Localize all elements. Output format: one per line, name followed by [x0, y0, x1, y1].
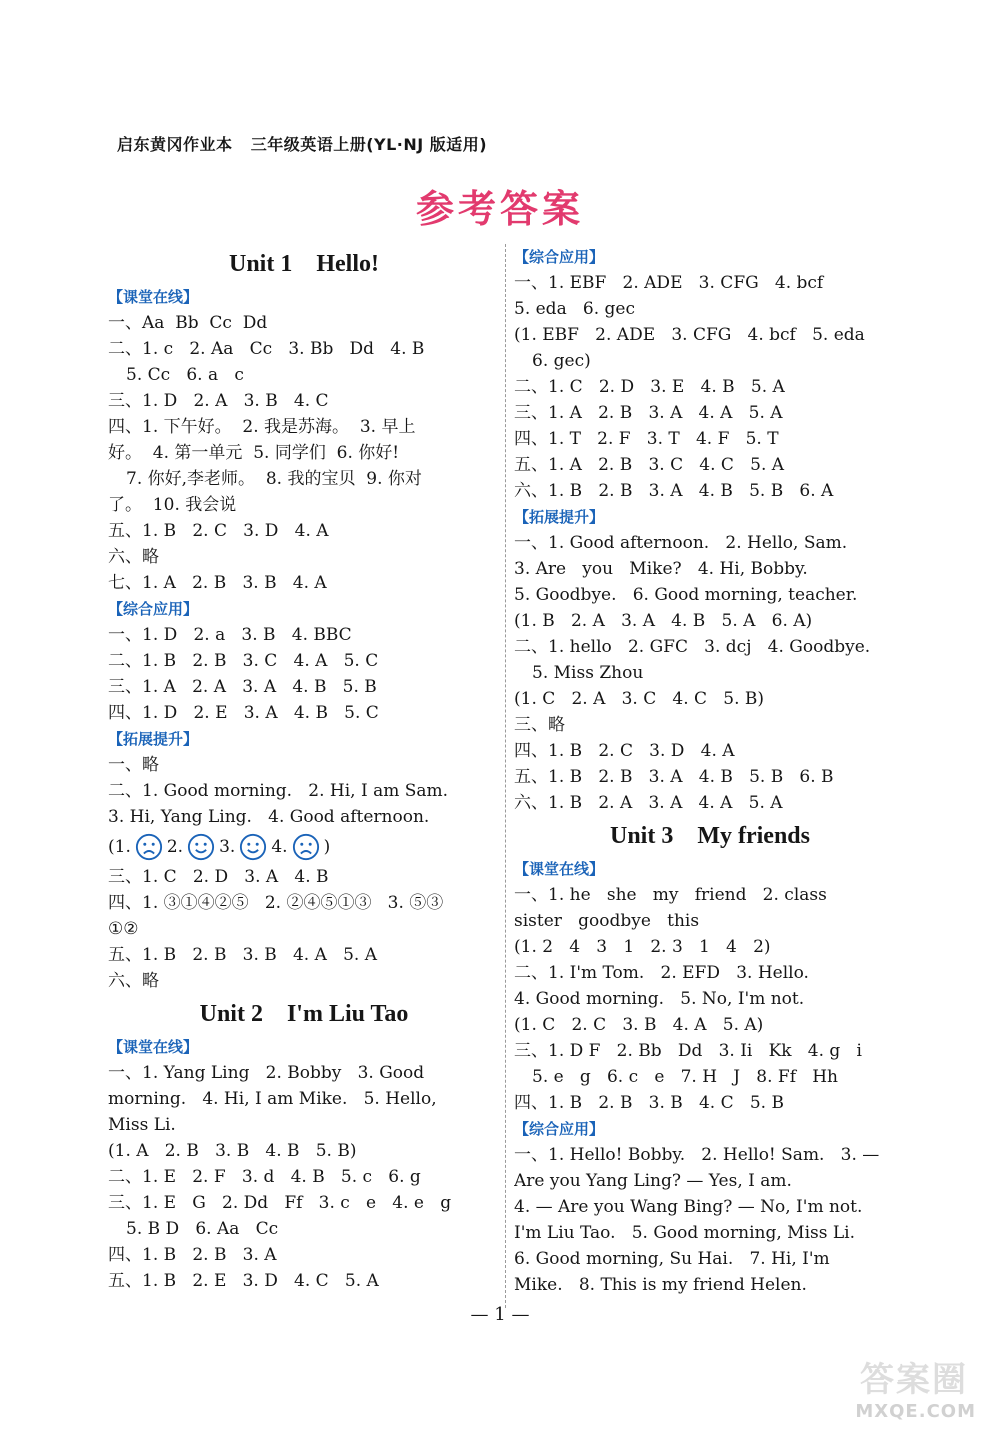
answer-line: 二、1. B 2. B 3. C 4. A 5. C: [108, 651, 379, 671]
book-header: 启东黄冈作业本 三年级英语上册(YL·NJ 版适用): [117, 135, 488, 154]
answer-line: 一、1. Good afternoon. 2. Hello, Sam.: [514, 533, 848, 553]
answer-line: 一、1. he she my friend 2. class: [514, 885, 827, 905]
page-number: — 1 —: [470, 1304, 530, 1325]
answer-line: 一、1. D 2. a 3. B 4. BBC: [108, 625, 352, 645]
answer-line: 5. Cc 6. a c: [126, 365, 244, 385]
answer-line: (1. B 2. A 3. A 4. B 5. A 6. A): [514, 611, 813, 631]
answer-line: 六、1. B 2. B 3. A 4. B 5. B 6. A: [514, 481, 834, 501]
answer-line: morning. 4. Hi, I am Mike. 5. Hello,: [108, 1089, 437, 1109]
answer-line: 七、1. A 2. B 3. B 4. A: [108, 573, 327, 593]
answer-line: 5. e g 6. c e 7. H J 8. Ff Hh: [532, 1067, 838, 1087]
answer-line: 7. 你好,李老师。 8. 我的宝贝 9. 你对: [126, 469, 422, 489]
section-label: 【课堂在线】: [514, 860, 605, 878]
answer-line: 6. gec): [532, 351, 591, 371]
left-column: [108, 244, 500, 1294]
answer-line: (1. EBF 2. ADE 3. CFG 4. bcf 5. eda: [514, 325, 865, 345]
right-column: [514, 244, 906, 1298]
answer-line: 5. eda 6. gec: [514, 299, 636, 319]
answer-line: (1. C 2. A 3. C 4. C 5. B): [514, 689, 765, 709]
watermark-site: MXQE.COM: [855, 1401, 976, 1422]
answer-line: I'm Liu Tao. 5. Good morning, Miss Li.: [514, 1223, 855, 1243]
answer-line: 三、1. A 2. A 3. A 4. B 5. B: [108, 677, 377, 697]
face-label: ): [323, 837, 331, 857]
sad-face-icon: [135, 833, 163, 861]
answer-line: 六、1. B 2. A 3. A 4. A 5. A: [514, 793, 783, 813]
answer-line: 四、1. 下午好。 2. 我是苏海。 3. 早上: [108, 417, 416, 437]
answer-line: 一、1. Yang Ling 2. Bobby 3. Good: [108, 1063, 425, 1083]
answer-line: 二、1. I'm Tom. 2. EFD 3. Hello.: [514, 963, 809, 983]
answer-line: 三、略: [514, 715, 565, 735]
answer-line: 五、1. A 2. B 3. C 4. C 5. A: [514, 455, 785, 475]
answer-line: (1. A 2. B 3. B 4. B 5. B): [108, 1141, 357, 1161]
unit-1-title: Unit 1 Hello!: [229, 251, 379, 277]
answer-line: Mike. 8. This is my friend Helen.: [514, 1275, 807, 1295]
happy-face-icon: [187, 833, 215, 861]
answer-line: 三、1. C 2. D 3. A 4. B: [108, 867, 329, 887]
answer-line: 二、1. C 2. D 3. E 4. B 5. A: [514, 377, 785, 397]
answer-line: 一、1. EBF 2. ADE 3. CFG 4. bcf: [514, 273, 824, 293]
section-label: 【拓展提升】: [514, 508, 605, 526]
answer-line: 四、1. B 2. B 3. B 4. C 5. B: [514, 1093, 784, 1113]
answer-line: 五、1. B 2. E 3. D 4. C 5. A: [108, 1271, 379, 1291]
face-label: 2.: [166, 837, 184, 857]
unit-2-title: Unit 2 I'm Liu Tao: [199, 1001, 409, 1027]
watermark-mark: 答案圈: [860, 1360, 968, 1400]
answer-line: 4. — Are you Wang Bing? — No, I'm not.: [514, 1197, 863, 1217]
page-title: 参考答案: [415, 187, 584, 231]
answer-line: (1. 2 4 3 1 2. 3 1 4 2): [514, 937, 771, 957]
section-label: 【拓展提升】: [108, 730, 199, 748]
answer-line: 四、1. B 2. C 3. D 4. A: [514, 741, 735, 761]
answer-line: 3. Hi, Yang Ling. 4. Good afternoon.: [108, 807, 430, 827]
answer-line: 5. B D 6. Aa Cc: [126, 1219, 279, 1239]
answer-line: 五、1. B 2. B 3. B 4. A 5. A: [108, 945, 377, 965]
answer-line: Miss Li.: [108, 1115, 176, 1135]
answer-line: 5. Miss Zhou: [532, 663, 644, 683]
answer-line: 三、1. A 2. B 3. A 4. A 5. A: [514, 403, 783, 423]
answer-line: 5. Goodbye. 6. Good morning, teacher.: [514, 585, 858, 605]
face-label: (1.: [108, 837, 131, 857]
watermark-logo: [806, 1350, 976, 1422]
answer-line: 一、略: [108, 755, 159, 775]
answer-line: Are you Yang Ling? — Yes, I am.: [514, 1171, 792, 1191]
face-label: 3.: [219, 837, 236, 857]
answer-line: sister goodbye this: [514, 911, 700, 931]
answer-line: 六、略: [108, 971, 159, 991]
answer-line: 三、1. D 2. A 3. B 4. C: [108, 391, 329, 411]
face-label: 4.: [271, 837, 288, 857]
answer-line: 四、1. ③①④②⑤ 2. ②④⑤①③ 3. ⑤③: [108, 893, 444, 913]
answer-line: 四、1. B 2. B 3. A: [108, 1245, 277, 1265]
answer-line: (1. C 2. C 3. B 4. A 5. A): [514, 1015, 764, 1035]
answer-line: 二、1. Good morning. 2. Hi, I am Sam.: [108, 781, 449, 801]
section-label: 【课堂在线】: [108, 288, 199, 306]
answer-line: 4. Good morning. 5. No, I'm not.: [514, 989, 805, 1009]
answer-line: 三、1. E G 2. Dd Ff 3. c e 4. e g: [108, 1193, 452, 1213]
answer-line: 四、1. D 2. E 3. A 4. B 5. C: [108, 703, 379, 723]
answer-line: 一、1. Hello! Bobby. 2. Hello! Sam. 3. —: [514, 1145, 880, 1165]
answer-line: 四、1. T 2. F 3. T 4. F 5. T: [514, 429, 779, 449]
section-label: 【课堂在线】: [108, 1038, 199, 1056]
answer-line: 五、1. B 2. C 3. D 4. A: [108, 521, 329, 541]
answer-line: ①②: [108, 919, 139, 939]
answer-line: 了。 10. 我会说: [108, 495, 237, 515]
answer-line: 二、1. E 2. F 3. d 4. B 5. c 6. g: [108, 1167, 421, 1187]
unit-3-title: Unit 3 My friends: [610, 823, 810, 849]
section-label: 【综合应用】: [514, 1120, 605, 1138]
section-label: 【综合应用】: [108, 600, 199, 618]
answer-line: 6. Good morning, Su Hai. 7. Hi, I'm: [514, 1249, 830, 1269]
sad-face-icon: [292, 833, 320, 861]
happy-face-icon: [239, 833, 267, 861]
face-answers: [108, 830, 500, 864]
answer-line: 一、Aa Bb Cc Dd: [108, 313, 268, 333]
column-divider: [505, 244, 506, 1308]
answer-line: 二、1. c 2. Aa Cc 3. Bb Dd 4. B: [108, 339, 425, 359]
answer-line: 六、略: [108, 547, 159, 567]
answer-line: 五、1. B 2. B 3. A 4. B 5. B 6. B: [514, 767, 834, 787]
answer-line: 三、1. D F 2. Bb Dd 3. Ii Kk 4. g i: [514, 1041, 862, 1061]
answer-line: 二、1. hello 2. GFC 3. dcj 4. Goodbye.: [514, 637, 871, 657]
answer-line: 3. Are you Mike? 4. Hi, Bobby.: [514, 559, 808, 579]
section-label: 【综合应用】: [514, 248, 605, 266]
answer-line: 好。 4. 第一单元 5. 同学们 6. 你好!: [108, 443, 400, 463]
